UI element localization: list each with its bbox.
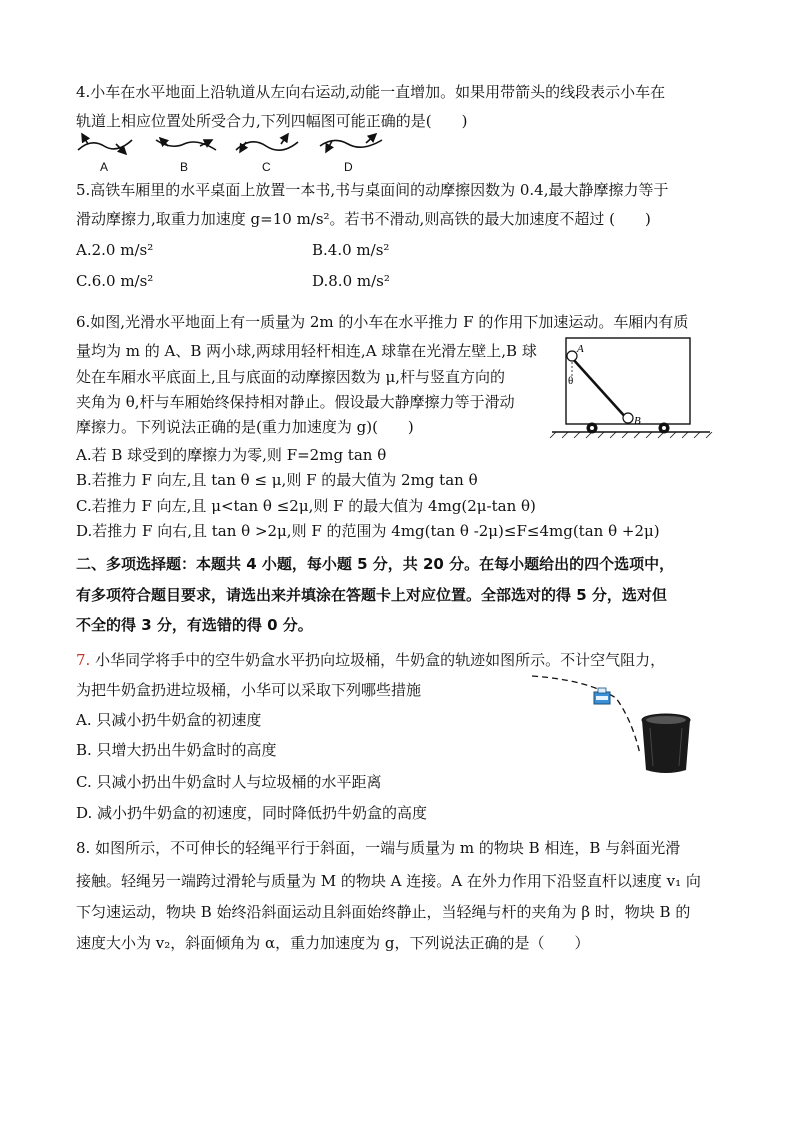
cart-wheel-left [587, 423, 598, 434]
q4-track-figures [76, 132, 386, 162]
q7-number: 7. [76, 651, 91, 669]
q6-line5: 摩擦力。下列说法正确的是(重力加速度为 g)( ) [76, 418, 414, 436]
section2-line3: 不全的得 3 分，有选错的得 0 分。 [76, 616, 313, 634]
fig-label-b: B [634, 415, 641, 427]
figure-label-b: B [180, 160, 189, 174]
q6-option-b: B.若推力 F 向左,且 tan θ ≤ μ,则 F 的最大值为 2mg tan θ [76, 471, 478, 489]
cart-body [566, 338, 690, 424]
trajectory-curve [532, 676, 640, 754]
track-figure-b [156, 138, 216, 150]
q5-line2: 滑动摩擦力,取重力加速度 g=10 m/s²。若书不滑动,则高铁的最大加速度不超过 ( ) [76, 210, 651, 228]
q5-line1: 5.高铁车厢里的水平桌面上放置一本书,书与桌面间的动摩擦因数为 0.4,最大静摩擦力等于 [76, 181, 669, 199]
q8-line3: 下匀速运动，物块 B 始终沿斜面运动且斜面始终静止，当轻绳与杆的夹角为 β 时，物块 B 的 [76, 903, 691, 921]
q5-option-b: B.4.0 m/s² [312, 241, 390, 259]
q5-option-c: C.6.0 m/s² [76, 272, 154, 290]
q8-line2: 接触。轻绳另一端跨过滑轮与质量为 M 的物块 A 连接。A 在外力作用下沿竖直杆以速度 v₁ 向 [76, 872, 701, 890]
section2-line2: 有多项符合题目要求，请选出来并填涂在答题卡上对应位置。全部选对的得 5 分，选对但 [76, 586, 667, 604]
q7-trajectory-figure [528, 668, 698, 778]
q6-option-a: A.若 B 球受到的摩擦力为零,则 F=2mg tan θ [76, 446, 387, 464]
fig-label-a: A [577, 343, 584, 355]
q7-line1: 7. 小华同学将手中的空牛奶盒水平扔向垃圾桶，牛奶盒的轨迹如图所示。不计空气阻力， [76, 651, 666, 669]
q4-line2: 轨道上相应位置处所受合力,下列四幅图可能正确的是( ) [76, 112, 468, 130]
q7-option-d: D. 减小扔牛奶盒的初速度，同时降低扔牛奶盒的高度 [76, 804, 428, 822]
figure-label-d: D [344, 160, 353, 174]
q7-option-c: C. 只减小扔出牛奶盒时人与垃圾桶的水平距离 [76, 773, 382, 791]
fig-label-theta: θ [568, 375, 574, 387]
track-figure-d [320, 134, 382, 152]
q6-option-d: D.若推力 F 向右,且 tan θ >2μ,则 F 的范围为 4mg(tan θ -2μ)≤F≤4mg(tan θ +2μ) [76, 522, 660, 540]
q6-line4: 夹角为 θ,杆与车厢始终保持相对静止。假设最大静摩擦力等于滑动 [76, 393, 515, 411]
ball-a [567, 351, 577, 361]
track-figure-c [236, 134, 298, 152]
q6-line3: 处在车厢水平底面上,且与底面的动摩擦因数为 μ,杆与竖直方向的 [76, 368, 506, 386]
q6-cart-figure [548, 332, 716, 444]
milk-carton-icon [594, 688, 610, 704]
q7-line2: 为把牛奶盒扔进垃圾桶，小华可以采取下列哪些措施 [76, 681, 422, 699]
q8-line4: 速度大小为 v₂，斜面倾角为 α，重力加速度为 g，下列说法正确的是（ ） [76, 934, 590, 952]
q6-line1: 6.如图,光滑水平地面上有一质量为 2m 的小车在水平推力 F 的作用下加速运动。车厢内有质 [76, 313, 689, 331]
figure-label-c: C [262, 160, 271, 174]
ball-b [623, 413, 633, 423]
section2-line1: 二、多项选择题：本题共 4 小题，每小题 5 分，共 20 分。在每小题给出的四个选项中， [76, 555, 675, 573]
figure-label-a: A [100, 160, 109, 174]
q5-option-d: D.8.0 m/s² [312, 272, 390, 290]
q7-option-a: A. 只减小扔牛奶盒的初速度 [76, 711, 262, 729]
q8-line1: 8. 如图所示，不可伸长的轻绳平行于斜面，一端与质量为 m 的物块 B 相连，B 与斜面光滑 [76, 839, 681, 857]
q4-line1: 4.小车在水平地面上沿轨道从左向右运动,动能一直增加。如果用带箭头的线段表示小车在 [76, 83, 666, 101]
cart-wheel-right [659, 423, 670, 434]
q6-option-c: C.若推力 F 向左,且 μ<tan θ ≤2μ,则 F 的最大值为 4mg(2μ-tan θ) [76, 497, 536, 515]
q5-option-a: A.2.0 m/s² [76, 241, 154, 259]
trash-bin-icon [642, 714, 690, 773]
q6-line2: 量均为 m 的 A、B 两小球,两球用轻杆相连,A 球靠在光滑左壁上,B 球 [76, 342, 537, 360]
q7-option-b: B. 只增大扔出牛奶盒时的高度 [76, 741, 277, 759]
track-figure-a [78, 134, 132, 154]
